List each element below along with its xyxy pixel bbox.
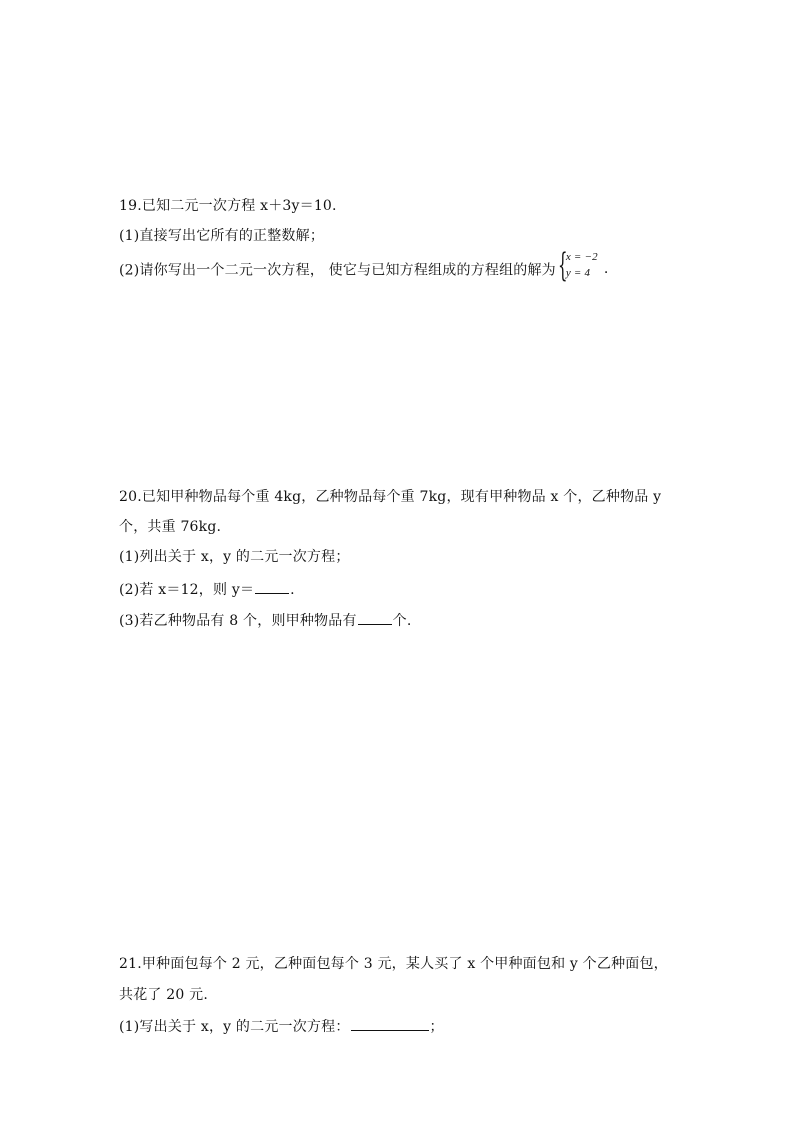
q20-title-line1: 20.已知甲种物品每个重 4kg，乙种物品每个重 7kg，现有甲种物品 x 个，乙种物品 y — [119, 489, 662, 505]
system-equation-1: x = −2 — [565, 251, 598, 263]
q20-part3-end: 个. — [392, 613, 412, 629]
q21-title-line1: 21.甲种面包每个 2 元，乙种面包每个 3 元，某人买了 x 个甲种面包和 y 个乙种面包， — [119, 956, 668, 972]
answer-blank[interactable] — [255, 579, 289, 594]
q20-part3-text: (3)若乙种物品有 8 个，则甲种物品有 — [119, 613, 357, 629]
q21-part1 — [119, 1016, 444, 1036]
q20-part2 — [119, 579, 295, 599]
q20-part3 — [119, 610, 412, 630]
answer-blank[interactable] — [351, 1016, 429, 1031]
system-end-period: . — [603, 261, 609, 277]
q20-part1: (1)列出关于 x，y 的二元一次方程； — [119, 549, 350, 565]
q20-part2-end: . — [290, 582, 295, 598]
equation-system — [557, 245, 609, 284]
q20-title-line2: 个，共重 76kg. — [119, 519, 222, 535]
q19-title: 19.已知二元一次方程 x＋3y＝10. — [119, 198, 337, 214]
q20-part2-text: (2)若 x＝12，则 y＝ — [119, 582, 255, 598]
q21-part1-end: ； — [429, 1019, 444, 1035]
q21-title-line2: 共花了 20 元. — [119, 987, 208, 1003]
q19-part2 — [119, 245, 609, 284]
q19-part2-text: (2)请你写出一个二元一次方程， 使它与已知方程组成的方程组的解为 — [119, 262, 556, 279]
q21-part1-text: (1)写出关于 x，y 的二元一次方程： — [119, 1019, 350, 1035]
q19-part1: (1)直接写出它所有的正整数解； — [119, 228, 325, 244]
answer-blank[interactable] — [358, 610, 392, 625]
brace-icon: { — [557, 245, 568, 284]
system-equation-2: y = 4 — [565, 267, 591, 279]
